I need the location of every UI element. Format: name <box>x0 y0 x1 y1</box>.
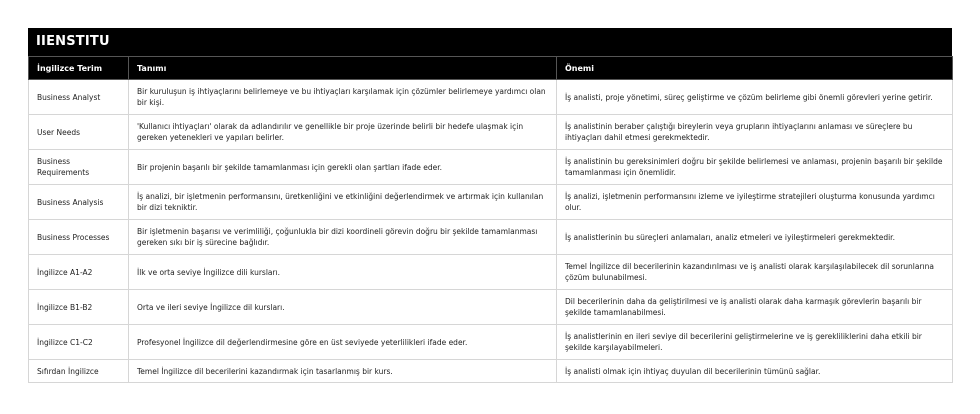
definition-cell: Bir projenin başarılı bir şekilde tamamlanması için gerekli olan şartları ifade eder. <box>129 150 557 185</box>
term-cell: İngilizce C1-C2 <box>29 325 129 360</box>
importance-cell: Temel İngilizce dil becerilerinin kazandırılması ve iş analisti olarak karşılaşılabilecek dil sorunlarına çözüm bulunabilmesi. <box>557 255 953 290</box>
column-header-definition: Tanımı <box>129 57 557 80</box>
term-cell: User Needs <box>29 115 129 150</box>
table-row <box>29 115 953 150</box>
column-header-importance: Önemi <box>557 57 953 80</box>
table-row <box>29 220 953 255</box>
definition-cell: 'Kullanıcı ihtiyaçları' olarak da adlandırılır ve genellikle bir proje üzerinde belirli bir hedefe ulaşmak için gereken yetenekleri ve yapıları belirler. <box>129 115 557 150</box>
term-cell: İngilizce A1-A2 <box>29 255 129 290</box>
table-row <box>29 360 953 383</box>
importance-cell: İş analistinin bu gereksinimleri doğru bir şekilde belirlemesi ve anlaması, projenin başarılı bir şekilde tamamlanması için önemlidir. <box>557 150 953 185</box>
term-cell: Business Analysis <box>29 185 129 220</box>
term-cell: İngilizce B1-B2 <box>29 290 129 325</box>
term-cell: Business Requirements <box>29 150 129 185</box>
table-row <box>29 255 953 290</box>
term-cell: Business Processes <box>29 220 129 255</box>
definition-cell: Bir işletmenin başarısı ve verimliliği, çoğunlukla bir dizi koordineli görevin doğru bir şekilde tamamlanması gereken sıkı bir iş sürecine bağlıdır. <box>129 220 557 255</box>
table-header-row <box>29 57 953 80</box>
definition-cell: Orta ve ileri seviye İngilizce dil kursları. <box>129 290 557 325</box>
term-cell: Business Analyst <box>29 80 129 115</box>
importance-cell: İş analizi, işletmenin performansını izleme ve iyileştirme stratejileri oluşturma konusunda yardımcı olur. <box>557 185 953 220</box>
terms-table-container <box>28 28 952 383</box>
definition-cell: Temel İngilizce dil becerilerini kazandırmak için tasarlanmış bir kurs. <box>129 360 557 383</box>
importance-cell: İş analistlerinin en ileri seviye dil becerilerini geliştirmelerine ve iş gerekliliklerini daha etkili bir şekilde karşılayabilmeleri. <box>557 325 953 360</box>
table-row <box>29 80 953 115</box>
table-row <box>29 290 953 325</box>
term-cell: Sıfırdan İngilizce <box>29 360 129 383</box>
definition-cell: Profesyonel İngilizce dil değerlendirmesine göre en üst seviyede yeterlilikleri ifade eder. <box>129 325 557 360</box>
column-header-term: İngilizce Terim <box>29 57 129 80</box>
importance-cell: İş analisti, proje yönetimi, süreç geliştirme ve çözüm belirleme gibi önemli görevleri yerine getirir. <box>557 80 953 115</box>
table-row <box>29 185 953 220</box>
terms-table <box>28 56 953 383</box>
importance-cell: Dil becerilerinin daha da geliştirilmesi ve iş analisti olarak daha karmaşık görevlerin başarılı bir şekilde tamamlanabilmesi. <box>557 290 953 325</box>
definition-cell: Bir kuruluşun iş ihtiyaçlarını belirlemeye ve bu ihtiyaçları karşılamak için çözümler belirlemeye yardımcı olan bir kişi. <box>129 80 557 115</box>
definition-cell: İş analizi, bir işletmenin performansını, üretkenliğini ve etkinliğini değerlendirmek ve artırmak için kullanılan bir dizi tekniktir. <box>129 185 557 220</box>
table-row <box>29 150 953 185</box>
importance-cell: İş analisti olmak için ihtiyaç duyulan dil becerilerinin tümünü sağlar. <box>557 360 953 383</box>
importance-cell: İş analistlerinin bu süreçleri anlamaları, analiz etmeleri ve iyileştirmeleri gerekmektedir. <box>557 220 953 255</box>
importance-cell: İş analistinin beraber çalıştığı bireylerin veya grupların ihtiyaçlarını anlaması ve süreçlere bu ihtiyaçları dahil etmesi gerekmektedir. <box>557 115 953 150</box>
table-row <box>29 325 953 360</box>
definition-cell: İlk ve orta seviye İngilizce dili kursları. <box>129 255 557 290</box>
brand-header: IIENSTITU <box>28 28 952 56</box>
